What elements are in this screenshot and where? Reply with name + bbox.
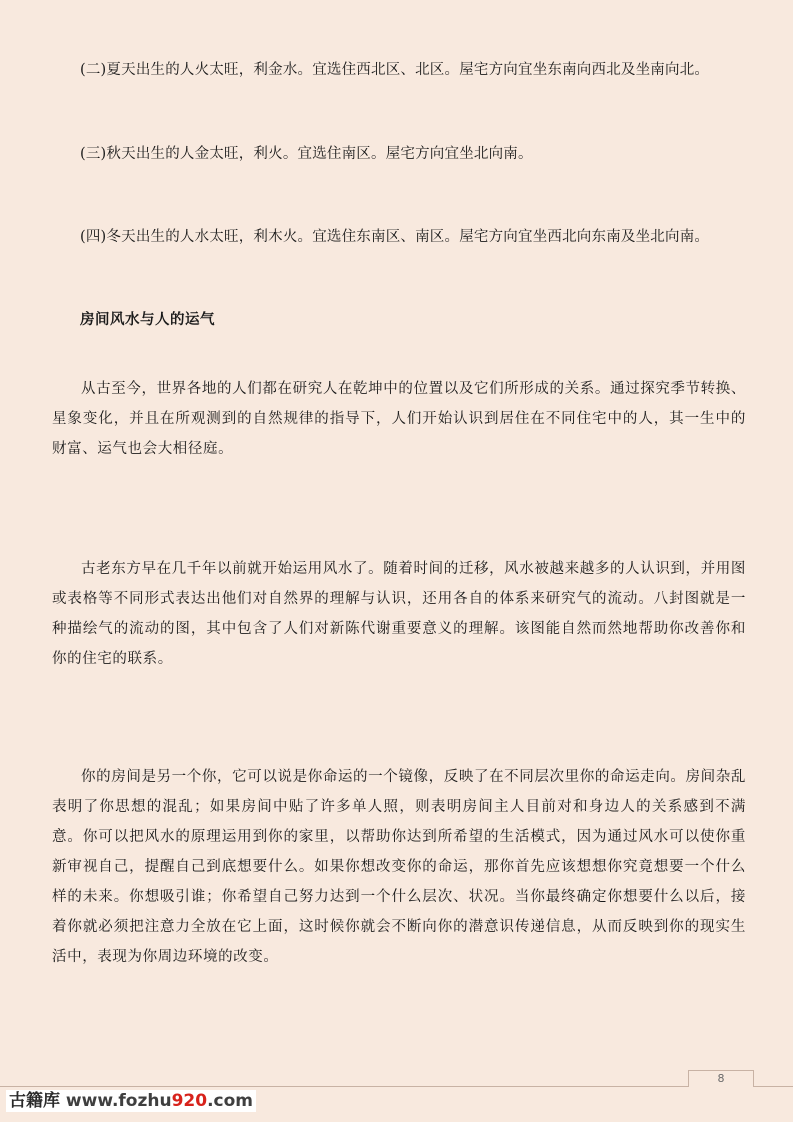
- paragraph-1: 从古至今，世界各地的人们都在研究人在乾坤中的位置以及它们所形成的关系。通过探究季节转换、星象变化，并且在所观测到的自然规律的指导下，人们开始认识到居住在不同住宅中的人，其一生中的财富、运气也会大相径庭。: [52, 381, 746, 457]
- autumn-line: (三)秋天出生的人金太旺，利火。宜选住南区。屋宅方向宜坐北向南。: [80, 146, 533, 162]
- winter-line: (四)冬天出生的人水太旺，利木火。宜选住东南区、南区。屋宅方向宜坐西北向东南及坐北向南。: [80, 229, 710, 245]
- watermark-cn: 古籍库: [9, 1091, 60, 1111]
- page-number: 8: [688, 1070, 754, 1087]
- summer-line: (二)夏天出生的人火太旺，利金水。宜选住西北区、北区。屋宅方向宜坐东南向西北及坐南向北。: [80, 62, 710, 78]
- paragraph-2: 古老东方早在几千年以前就开始运用风水了。随着时间的迁移，风水被越来越多的人认识到，并用图或表格等不同形式表达出他们对自然界的理解与认识，还用各自的体系来研究气的流动。八封图就是一种描绘气的流动的图，其中包含了人们对新陈代谢重要意义的理解。该图能自然而然地帮助你改善你和你的住宅的联系。: [52, 561, 746, 667]
- paragraph-3: 你的房间是另一个你，它可以说是你命运的一个镜像，反映了在不同层次里你的命运走向。房间杂乱表明了你思想的混乱；如果房间中贴了许多单人照，则表明房间主人目前对和身边人的关系感到不满意。你可以把风水的原理运用到你的家里，以帮助你达到所希望的生活模式，因为通过风水可以使你重新审视自己，提醒自己到底想要什么。如果你想改变你的命运，那你首先应该想想你究竟想要一个什么样的未来。你想吸引谁；你希望自己努力达到一个什么层次、状况。当你最终确定你想要什么以后，接着你就必须把注意力全放在它上面，这时候你就会不断向你的潜意识传递信息，从而反映到你的现实生活中，表现为你周边环境的改变。: [52, 769, 746, 965]
- watermark-url-c: .com: [207, 1091, 254, 1111]
- watermark-logo: [6, 1090, 256, 1112]
- watermark-url-b: 920: [171, 1091, 208, 1111]
- section-heading: 房间风水与人的运气: [80, 311, 215, 328]
- footer-divider: [0, 1086, 793, 1087]
- watermark-url-a: www.fozhu: [60, 1091, 172, 1111]
